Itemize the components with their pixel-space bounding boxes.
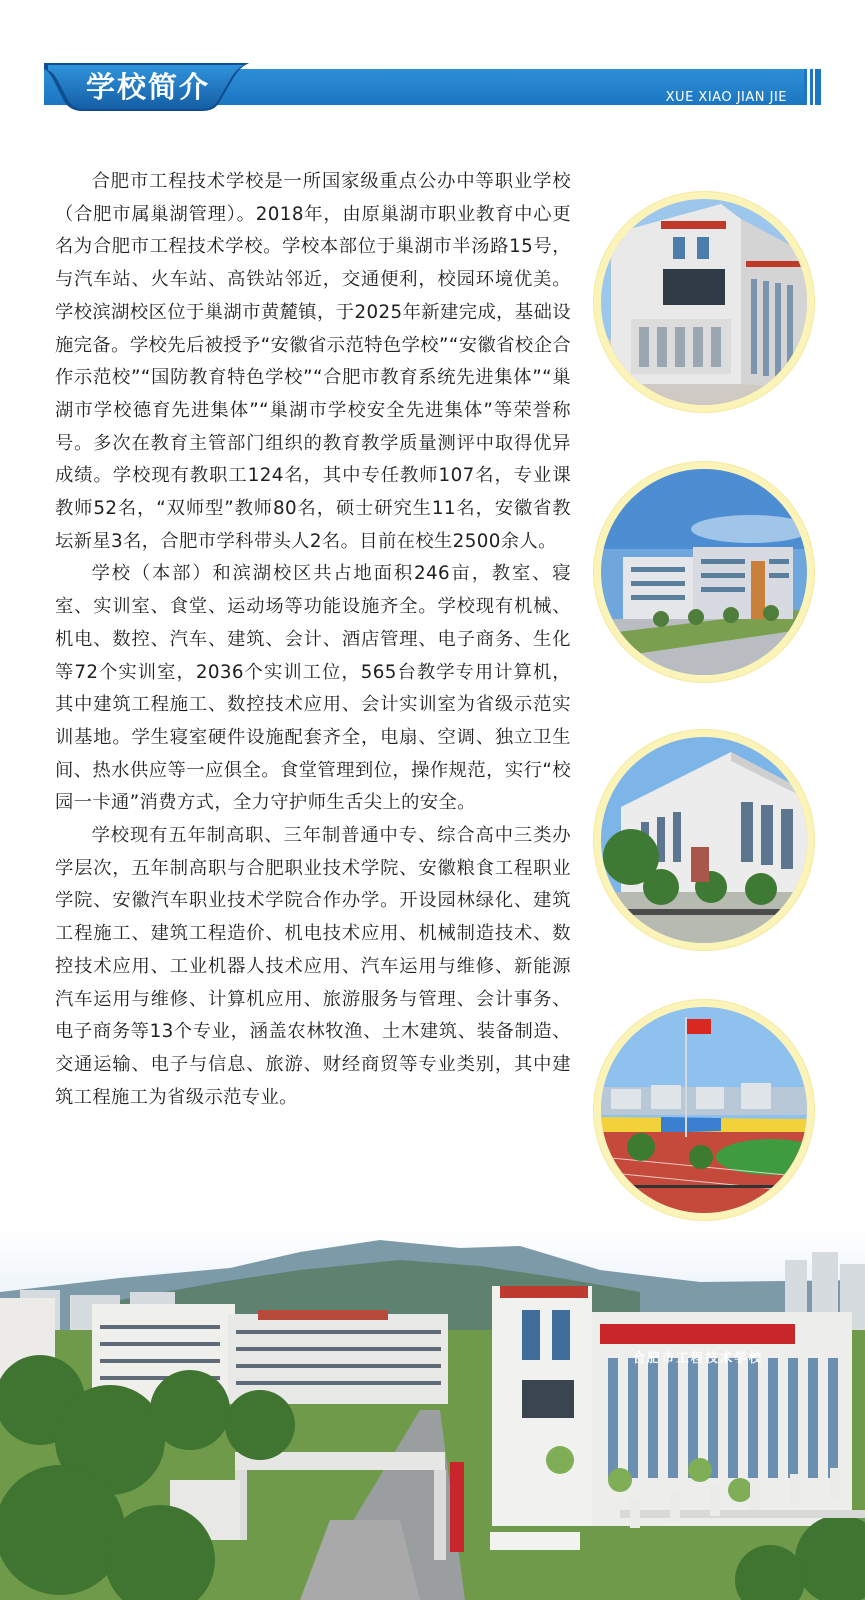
intro-paragraph-1: 合肥市工程技术学校是一所国家级重点公办中等职业学校（合肥市属巢湖管理）。2018年，由原巢湖市职业教育中心更名为合肥市工程技术学校。学校本部位于巢湖市半汤路15号，与汽车站、火车站、高铁站邻近，交通便利，校园环境优美。学校滨湖校区位于巢湖市黄麓镇，于2025年新建完成，基础设施完备。学校先后被授予“安徽省示范特色学校”“安徽省校企合作示范校”“国防教育特色学校”“合肥市教育系统先进集体”“巢湖市学校德育先进集体”“巢湖市学校安全先进集体”等荣誉称号。多次在教育主管部门组织的教育教学质量测评中取得优异成绩。学校现有教职工124名，其中专任教师107名，专业课教师52名，“双师型”教师80名，硕士研究生11名，安徽省教坛新星3名，合肥市学科带头人2名。目前在校生2500余人。 <box>55 171 571 552</box>
campus-sign-school-name: 合肥市工程技术学校 <box>632 1350 764 1365</box>
intro-text <box>55 166 571 1114</box>
header-stripes <box>804 69 821 105</box>
intro-paragraph-3: 学校现有五年制高职、三年制普通中专、综合高中三类办学层次，五年制高职与合肥职业技术学院、安徽粮食工程职业学院、安徽汽车职业技术学院合作办学。开设园林绿化、建筑工程施工、建筑工程造价、机电技术应用、机械制造技术、数控技术应用、工业机器人技术应用、汽车运用与维修、新能源汽车运用与维修、计算机应用、旅游服务与管理、会计事务、电子商务等13个专业，涵盖农林牧渔、土木建筑、装备制造、交通运输、电子与信息、旅游、财经商贸等专业类别，其中建筑工程施工为省级示范专业。 <box>55 825 571 1108</box>
campus-photo-binhu-campus <box>594 462 814 682</box>
campus-photo-sports-field <box>594 1000 814 1220</box>
campus-photo-teaching-building <box>594 730 814 950</box>
campus-panorama <box>0 1230 865 1600</box>
page-title-pinyin: XUE XIAO JIAN JIE <box>665 90 787 105</box>
section-header <box>44 63 821 111</box>
page-title: 学校简介 <box>86 70 211 104</box>
campus-photo-main-building <box>594 192 814 412</box>
intro-paragraph-2: 学校（本部）和滨湖校区共占地面积246亩，教室、寝室、实训室、食堂、运动场等功能设施齐全。学校现有机械、机电、数控、汽车、建筑、会计、酒店管理、电子商务、生化等72个实训室，2036个实训工位，565台教学专用计算机，其中建筑工程施工、数控技术应用、会计实训室为省级示范实训基地。学生寝室硬件设施配套齐全，电扇、空调、独立卫生间、热水供应等一应俱全。食堂管理到位，操作规范，实行“校园一卡通”消费方式，全力守护师生舌尖上的安全。 <box>55 563 571 814</box>
